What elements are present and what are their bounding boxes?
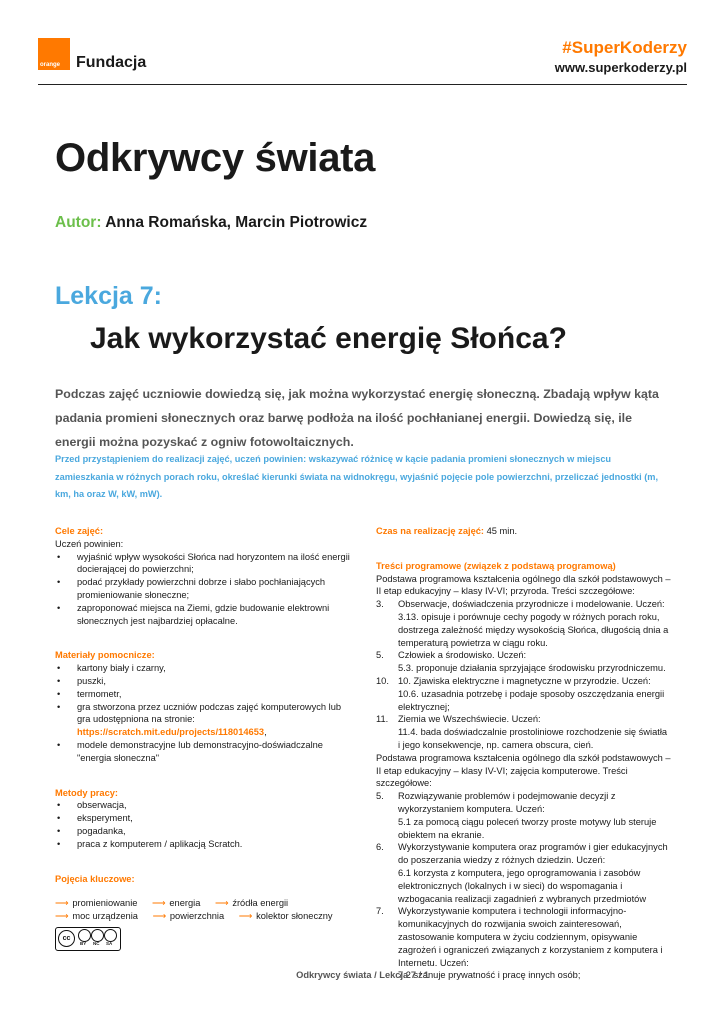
content-item: 3. Obserwacje, doświadczenia przyrodnicze i modelowanie. Uczeń: xyxy=(376,599,665,610)
goals-list xyxy=(55,551,355,628)
content-subitem: 7.2 szanuje prywatność i pracę innych osób; xyxy=(398,970,581,981)
time-line xyxy=(376,525,671,538)
concept-tag: kolektor słoneczny xyxy=(256,911,333,922)
game-suffix: , xyxy=(264,727,267,738)
concepts-row xyxy=(55,897,355,910)
content-subitem: 10.6. uzasadnia potrzebę i podaje sposoby oszczędzania energii elektrycznej; xyxy=(398,688,665,712)
list-item: • wyjaśnić wpływ wysokości Słońca nad horyzontem na ilość energii docierającej do powierzchni; xyxy=(55,551,355,577)
content-item: 6. Wykorzystywanie komputera oraz programów i gier edukacyjnych do poszerzania wiedzy z różnych dziedzin. Uczeń: xyxy=(376,842,668,866)
content-item: 10. 10. Zjawiska elektryczne i magnetyczne w przyrodzie. Uczeń: xyxy=(376,675,651,686)
arrow-icon: ⟶ xyxy=(152,898,166,909)
arrow-icon: ⟶ xyxy=(238,911,253,922)
goals-heading: Cele zajęć: xyxy=(55,526,104,536)
list-item: • obserwacja, xyxy=(55,799,355,812)
concept-tag: źródła energii xyxy=(232,898,289,909)
concept-tag: powierzchnia xyxy=(169,911,225,922)
list-item: • zaproponować miejsca na Ziemi, gdzie budowanie elektrowni słonecznych jest najbardziej opłacalne. xyxy=(55,602,355,628)
content-paragraph: Podstawa programowa kształcenia ogólnego dla szkół podstawowych – II etap edukacyjny – klasy IV-VI; przyroda. Treści szczegółowe: xyxy=(376,573,671,597)
game-text: gra stworzona przez uczniów podczas zajęć komputerowych lub gra udostępniona na stronie: xyxy=(77,701,342,725)
orange-logo: orange xyxy=(38,38,70,70)
author-names: Anna Romańska, Marcin Piotrowicz xyxy=(105,214,368,231)
by-label: BY xyxy=(80,940,87,946)
prerequisites-paragraph: Przed przystąpieniem do realizacji zajęć, uczeń powinien: wskazywać różnicę w kącie padania promieni słonecznych w miejscu zamieszkania w różnych porach roku, określać kierunki świata na widnokręgu, wyjaśnić pojęcie pole powierzchni, przeliczać jednostki (m, km, ha oraz W, kW, mW). xyxy=(55,454,658,499)
page-footer: Odkrywcy świata / Lekcja 7 / 1 xyxy=(296,970,429,980)
list-item: • podać przykłady powierzchni dobrze i słabo pochłaniających promieniowanie słoneczne; xyxy=(55,576,355,602)
header-divider xyxy=(38,84,687,85)
materials-list xyxy=(55,662,355,764)
scratch-link[interactable]: https://scratch.mit.edu/projects/118014653 xyxy=(77,727,265,738)
content-paragraph: Podstawa programowa kształcenia ogólnego dla szkół podstawowych – II etap edukacyjny – klasy IV-VI; zajęcia komputerowe. Treści szczegółowe: xyxy=(376,752,671,789)
arrow-icon: ⟶ xyxy=(214,898,229,909)
list-item: • praca z komputerem / aplikacją Scratch. xyxy=(55,838,355,851)
time-label: Czas na realizację zajęć: xyxy=(376,526,485,536)
lesson-question: Jak wykorzystać energię Słońca? xyxy=(90,322,567,355)
arrow-icon: ⟶ xyxy=(152,911,166,922)
concept-tag: energia xyxy=(169,898,201,909)
sa-label: SA xyxy=(106,940,113,946)
content-item: 11. Ziemia we Wszechświecie. Uczeń: xyxy=(376,714,541,725)
content-subitem: 11.4. bada doświadczalnie prostoliniowe rozchodzenie się światła i jego konsekwencje, np. camera obscura, cień. xyxy=(398,727,668,750)
content-heading: Treści programowe (związek z podstawą programową) xyxy=(376,560,616,571)
list-item: • puszki, xyxy=(55,675,355,688)
list-item: • pogadanka, xyxy=(55,825,355,838)
list-item xyxy=(55,701,355,739)
left-column xyxy=(55,525,355,955)
arrow-icon: ⟶ xyxy=(55,911,69,922)
nc-label: NC xyxy=(93,940,100,946)
list-item: • eksperyment, xyxy=(55,812,355,825)
content-subitem: 5.1 za pomocą ciągu poleceń tworzy proste motywy lub steruje obiektem na ekranie. xyxy=(398,816,657,840)
content-item: 7. Wykorzystywanie komputera i technologii informacyjno-komunikacyjnych do rozwijania swoich zainteresowań, zastosowanie komputera w życiu codziennym, opisywanie zagrożeń i ograniczeń związanych z korzystaniem z komputera i Internetu. Uczeń: xyxy=(376,906,663,968)
list-item: • kartony biały i czarny, xyxy=(55,662,355,675)
author-label: Autor: xyxy=(55,214,102,231)
cc-icon: cc xyxy=(58,930,75,947)
arrow-icon: ⟶ xyxy=(55,898,69,909)
concept-tag: promieniowanie xyxy=(72,898,138,909)
concepts-row xyxy=(55,910,355,923)
time-value: 45 min. xyxy=(486,526,518,536)
materials-heading: Materiały pomocnicze: xyxy=(55,650,155,661)
fundacja-label: Fundacja xyxy=(76,54,147,71)
goals-lead: Uczeń powinien: xyxy=(55,538,124,549)
content-subitem: 6.1 korzysta z komputera, jego oprogramowania i zasobów elektronicznych (lokalnych i w sieci) do wspomagania i wzbogacania realizacji zagadnień z wybranych przedmiotów xyxy=(398,867,647,904)
website-link[interactable]: www.superkoderzy.pl xyxy=(554,60,687,75)
concepts-heading: Pojęcia kluczowe: xyxy=(55,873,135,884)
list-item: • termometr, xyxy=(55,688,355,701)
content-item: 5. Rozwiązywanie problemów i podejmowanie decyzji z wykorzystaniem komputera. Uczeń: xyxy=(376,791,616,814)
cc-license-icon xyxy=(55,927,121,951)
list-item: • modele demonstracyjne lub demonstracyjno-doświadczalne "energia słoneczna" xyxy=(55,739,355,765)
lesson-number: Lekcja 7: xyxy=(55,282,163,310)
hashtag: #SuperKoderzy xyxy=(562,38,687,57)
right-column xyxy=(376,525,671,982)
concept-tag: moc urządzenia xyxy=(72,911,138,922)
content-subitem: 3.13. opisuje i porównuje cechy pogody w różnych porach roku, dostrzega zależność między wysokością Słońca, długością dnia a temperaturą powietrza w ciągu roku. xyxy=(398,611,669,648)
intro-paragraph: Podczas zajęć uczniowie dowiedzą się, jak można wykorzystać energię słoneczną. Zbadają wpływ kąta padania promieni słonecznych oraz barwę podłoża na ilość pochłanianej energii. Dowiedzą się, ile energii można pozyskać z ogniw fotowoltaicznych. xyxy=(55,387,659,449)
content-item: 5. Człowiek a środowisko. Uczeń: xyxy=(376,650,527,661)
content-subitem: 5.3. proponuje działania sprzyjające środowisku przyrodniczemu. xyxy=(398,663,666,674)
author-line xyxy=(55,214,367,232)
methods-heading: Metody pracy: xyxy=(55,787,119,798)
page-title: Odkrywcy świata xyxy=(55,136,376,180)
methods-list xyxy=(55,799,355,850)
